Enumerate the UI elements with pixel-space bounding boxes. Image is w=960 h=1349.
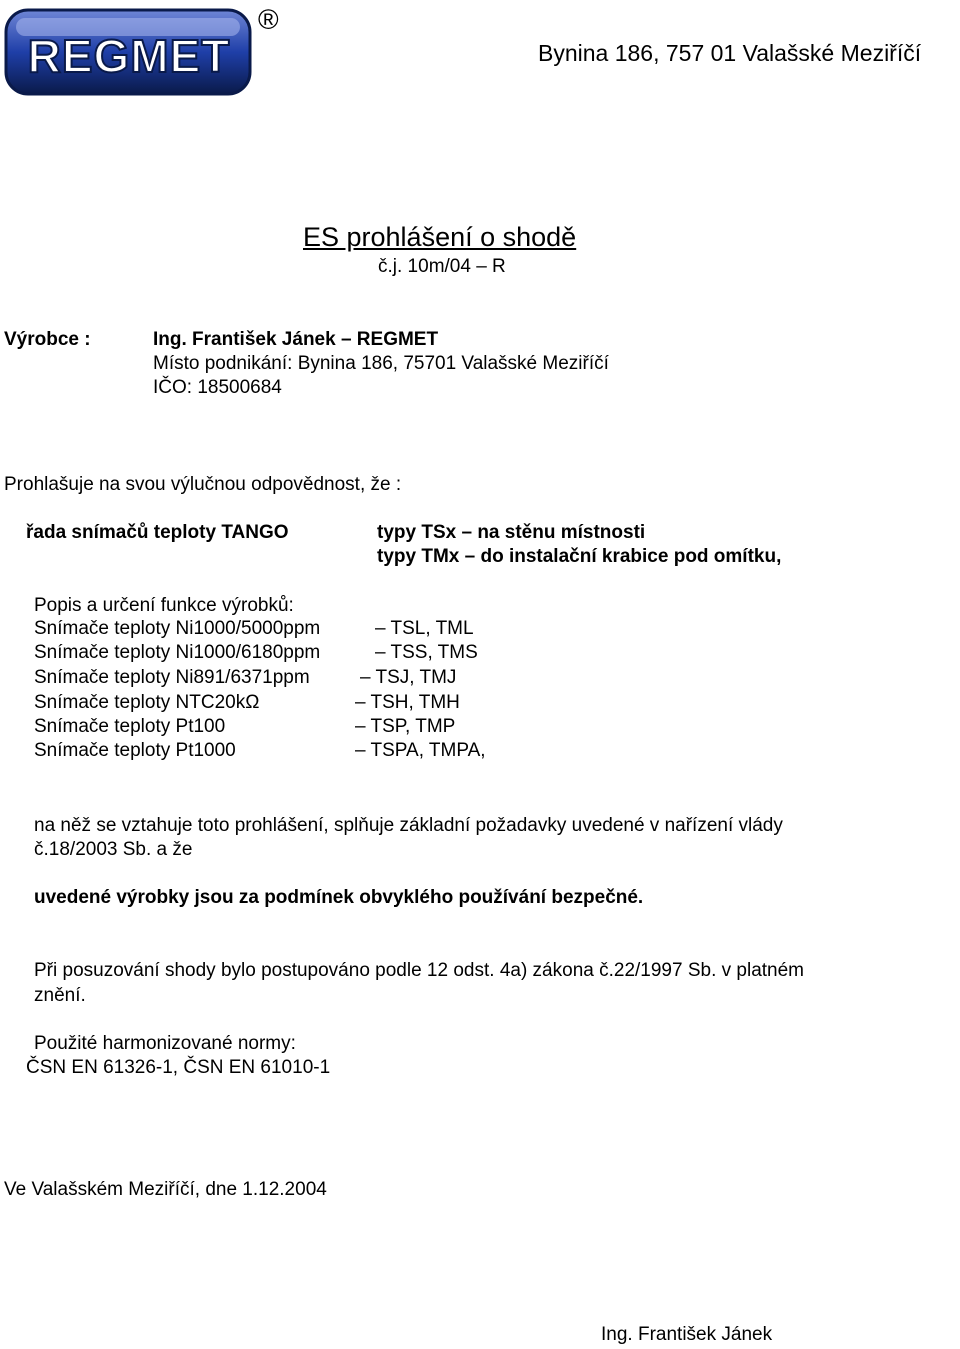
- logo-text: REGMET: [27, 30, 231, 82]
- manufacturer-ico: IČO: 18500684: [153, 377, 282, 398]
- document-reference: č.j. 10m/04 – R: [378, 256, 506, 277]
- spec-row: [34, 740, 734, 764]
- spec-types: – TSPA, TMPA,: [355, 740, 486, 761]
- signatory-name: Ing. František Jánek: [601, 1324, 773, 1345]
- declaration-intro: Prohlašuje na svou výlučnou odpovědnost, že :: [4, 474, 402, 495]
- compliance-line2: č.18/2003 Sb. a že: [34, 839, 193, 860]
- product-types-line2: typy TMx – do instalační krabice pod omítku,: [377, 546, 782, 567]
- spec-sensor: Snímače teploty Ni891/6371ppm: [34, 667, 310, 688]
- spec-types: – TSH, TMH: [355, 692, 460, 713]
- spec-sensor: Snímače teploty Ni1000/5000ppm: [34, 618, 321, 639]
- registered-mark: ®: [258, 4, 279, 35]
- manufacturer-label: Výrobce :: [4, 329, 91, 350]
- spec-types: – TSJ, TMJ: [360, 667, 457, 688]
- assessment-line1: Při posuzování shody bylo postupováno podle 12 odst. 4a) zákona č.22/1997 Sb. v platném: [34, 960, 805, 981]
- spec-types: – TSP, TMP: [355, 716, 456, 737]
- spec-row: [34, 667, 734, 691]
- spec-sensor: Snímače teploty Pt1000: [34, 740, 236, 761]
- spec-types: – TSL, TML: [375, 618, 474, 639]
- spec-sensor: Snímače teploty NTC20kΩ: [34, 692, 260, 713]
- standards-heading: Použité harmonizované normy:: [34, 1033, 296, 1054]
- compliance-line1: na něž se vztahuje toto prohlášení, splňuje základní požadavky uvedené v nařízení vlády: [34, 815, 783, 836]
- safety-statement: uvedené výrobky jsou za podmínek obvyklého používání bezpečné.: [34, 887, 644, 908]
- description-heading: Popis a určení funkce výrobků:: [34, 595, 294, 616]
- product-series: řada snímačů teploty TANGO: [26, 522, 289, 543]
- manufacturer-place: Místo podnikání: Bynina 186, 75701 Valašské Meziříčí: [153, 353, 609, 374]
- product-types-line1: typy TSx – na stěnu místnosti: [377, 522, 646, 543]
- place-date: Ve Valašském Meziříčí, dne 1.12.2004: [4, 1179, 327, 1200]
- company-logo: [4, 8, 254, 98]
- spec-row: [34, 716, 734, 740]
- assessment-line2: znění.: [34, 985, 86, 1006]
- document-title: ES prohlášení o shodě: [303, 222, 577, 252]
- spec-row: [34, 642, 734, 666]
- spec-sensor: Snímače teploty Pt100: [34, 716, 226, 737]
- spec-sensor: Snímače teploty Ni1000/6180ppm: [34, 642, 321, 663]
- spec-types: – TSS, TMS: [375, 642, 478, 663]
- header-address: Bynina 186, 757 01 Valašské Meziříčí: [538, 40, 922, 66]
- spec-row: [34, 692, 734, 716]
- spec-row: [34, 618, 734, 642]
- standards-list: ČSN EN 61326-1, ČSN EN 61010-1: [26, 1057, 331, 1078]
- manufacturer-name: Ing. František Jánek – REGMET: [153, 329, 439, 350]
